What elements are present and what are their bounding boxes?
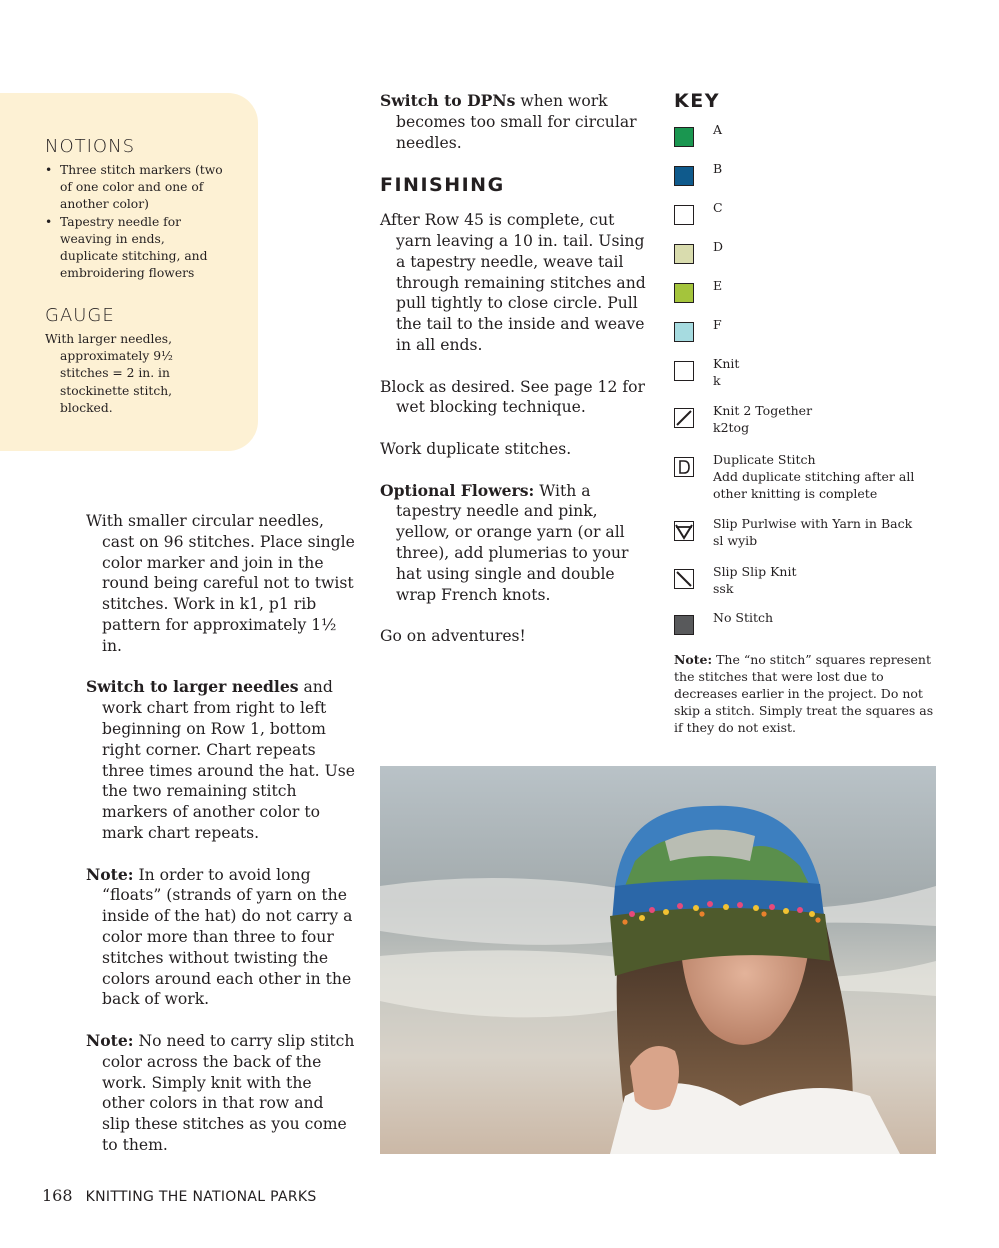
key-label: B <box>713 161 723 176</box>
paragraph: Block as desired. See page 12 for wet blocking technique. <box>380 377 645 417</box>
key-label: A <box>713 122 723 137</box>
notions-heading: NOTIONS <box>45 136 135 157</box>
paragraph: Optional Flowers: With a tapestry needle and pink, yellow, or orange yarn (or all three), add plumerias to your hat using single and double wrap French knots. <box>380 480 629 604</box>
note-paragraph: Note: No need to carry slip stitch color across the back of the work. Simply knit with the other colors in that row and slip these stitches as you come to them. <box>86 1030 355 1154</box>
color-swatch-icon <box>674 166 694 186</box>
paragraph: After Row 45 is complete, cut yarn leaving a 10 in. tail. Using a tapestry needle, weave tail through remaining stitches and pull tightly to close circle. Pull the tail to the inside and weave in all ends. <box>380 211 646 354</box>
finishing-heading: FINISHING <box>380 174 505 197</box>
key-label: Duplicate Stitch <box>713 452 816 467</box>
key-sublabel: k2tog <box>713 420 750 435</box>
gauge-text: With larger needles, approximately 9½ stitches = 2 in. in stockinette stitch, blocked. <box>45 332 173 415</box>
key-label: Knit <box>713 356 740 371</box>
notion-item: • Three stitch markers (two of one color and one of another color) <box>45 162 225 214</box>
gauge-heading: GAUGE <box>45 305 115 326</box>
key-label: Knit 2 Together <box>713 403 813 418</box>
color-swatch-icon <box>674 127 694 147</box>
paragraph: Work duplicate stitches. <box>380 439 572 458</box>
key-sublabel: Add duplicate stitching after all other knitting is complete <box>713 469 915 501</box>
key-label: C <box>713 200 723 215</box>
key-label: D <box>713 239 724 254</box>
color-swatch-icon <box>674 205 694 225</box>
hat-model-photo <box>380 766 936 1154</box>
paragraph: Go on adventures! <box>380 627 526 646</box>
notions-list <box>45 162 225 282</box>
key-label: E <box>713 278 723 293</box>
page-number: 168 <box>42 1186 73 1205</box>
note-paragraph: Note: In order to avoid long “floats” (strands of yarn on the inside of the hat) do not carry a color more than three to four stitches without twisting the colors around each other in the back of work. <box>86 864 353 1009</box>
color-swatch-icon <box>674 322 694 342</box>
middle-column <box>380 91 648 668</box>
key-note: Note: The “no stitch” squares represent the stitches that were lost due to decreases earlier in the project. Do not skip a stitch. Simply treat the squares as if they do not exist. <box>674 652 934 735</box>
key-sublabel: ssk <box>713 581 734 596</box>
key-label: Slip Purlwise with Yarn in Back <box>713 516 913 531</box>
paragraph: Switch to larger needles and work chart from right to left beginning on Row 1, bottom right corner. Chart repeats three times around the hat. Use the two remaining stitch markers of another color to mark chart repeats. <box>86 677 355 842</box>
key-label: F <box>713 317 722 332</box>
k2tog-symbol-icon <box>674 408 694 428</box>
key-label: Slip Slip Knit <box>713 564 797 579</box>
paragraph: With smaller circular needles, cast on 96 stitches. Place single color marker and join in the round being careful not to twist stitches. Work in k1, p1 rib pattern for approximately 1½ in. <box>86 512 355 655</box>
page-footer <box>42 1186 317 1205</box>
key-label: No Stitch <box>713 610 774 625</box>
color-swatch-icon <box>674 244 694 264</box>
key-sublabel: sl wyib <box>713 533 758 548</box>
ssk-symbol-icon <box>674 569 694 589</box>
paragraph: Switch to DPNs when work becomes too small for circular needles. <box>380 91 637 152</box>
left-column <box>86 511 356 1177</box>
key-sublabel: k <box>713 373 721 388</box>
no-stitch-symbol-icon <box>674 615 694 635</box>
key-heading: KEY <box>674 90 720 112</box>
book-title: KNITTING THE NATIONAL PARKS <box>85 1189 317 1205</box>
knit-symbol-icon <box>674 361 694 381</box>
duplicate-stitch-symbol-icon <box>674 457 694 477</box>
color-swatch-icon <box>674 283 694 303</box>
notion-item: • Tapestry needle for weaving in ends, duplicate stitching, and embroidering flowers <box>45 214 225 283</box>
slip-stitch-symbol-icon <box>674 521 694 541</box>
